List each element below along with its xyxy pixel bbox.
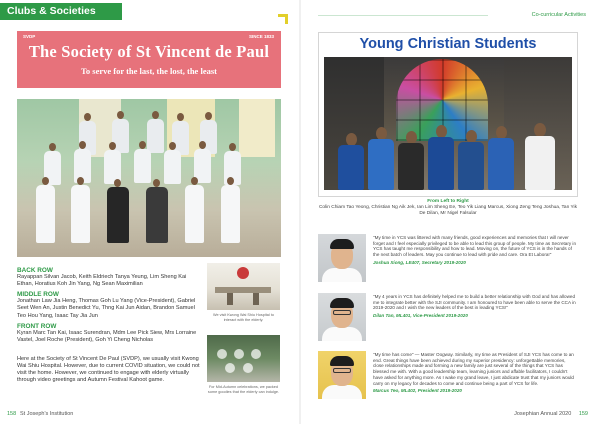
student-portrait xyxy=(318,293,366,341)
hospital-visit-photo xyxy=(207,263,280,310)
testimonial-text xyxy=(373,235,577,266)
svdp-est-label: SVDP xyxy=(23,34,36,39)
credits-heading: FRONT ROW xyxy=(17,322,57,330)
caption-names: Colin Chiam Tao Yeong, Christian Ng Aik Jek, Ian Lim Sheng Ee, Teo Yik Liang Marcus, Xiong Zeng Teng Joshua, Tan Yik De Dilan, Mr Nigel Falsular xyxy=(318,205,578,217)
student-portrait xyxy=(318,351,366,399)
credits-names: Kyran Marc Tan Kai, Isaac Surendran, Mdm Lee Pick Siew, Mrs Lorraine Vastel, Joel Roche (President), Goh Yi Cheng Nicholas xyxy=(17,329,197,343)
ycs-title: Young Christian Students xyxy=(359,36,537,52)
testimonial-signature: Dilan Tan, ML401, Vice-President 2019-2020 xyxy=(373,313,468,319)
testimonial-quote: "My time in YCS was littered with many friends, good experiences and memories that I will never forget and I feel especially privileged to be able to lead this group of people. My time as Secretary in YCS has taught me responsibility and how to lead. Moving on, the future of YCS is in the hands of the next batch of leaders. May you continue to lead with pride and care. Ora Et Labora!" xyxy=(373,235,577,258)
testimonial-quote: "My 4 years in YCS has definitely helped me to build a better relationship with God and has allowed me to integrate better with the SJI community. I am honoured to have been able to serve the CCA in 2019-2020 and I wish the new leaders of the best in leading YCS!" xyxy=(373,294,576,311)
page-number-left: 158 xyxy=(7,411,17,417)
photo-caption: For Mid-Autumn celebrations, we packed some goodies that the elderly can indulge. xyxy=(207,385,280,394)
credits-heading: BACK ROW xyxy=(17,267,53,274)
running-head: Co-curricular Activities xyxy=(531,12,586,18)
testimonial-text xyxy=(373,352,577,394)
page-gutter xyxy=(299,0,301,424)
student-portrait xyxy=(318,234,366,282)
photo-caption: We visit Kwong Wai Shiu Hospital to interact with the elderly. xyxy=(213,313,274,322)
testimonial-text xyxy=(373,294,577,319)
footer-school-name: St Joseph's Institution xyxy=(20,411,74,417)
testimonial-signature: Joshua Xiong, LE407, Secretary 2019-2020 xyxy=(373,259,466,265)
page-number-right: 159 xyxy=(578,411,588,417)
footer-right xyxy=(514,411,588,417)
testimonial xyxy=(318,234,578,294)
svdp-group-photo xyxy=(17,99,281,257)
testimonial-signature: Marcus Teo, ML402, President 2019-2020 xyxy=(373,388,462,394)
svdp-credits xyxy=(17,267,202,344)
corner-bracket-decoration xyxy=(278,14,288,24)
testimonial-quote: "My time has come" — Master Oogway. Similarly, my time as President of SJI YCS has come to an end. Great things have been achieved during my superior presidency: unforgettable memories, close relationships made and forming a new family are just several of the things that YCS has blessed me with. With a good leadership team, learning juniors and affable facilitators, I couldn't have asked for anything more. As I wake my grand leave, I just abdicate trust that my juniors would carry on my legacy for decades to come and continue being a part of YCS for life. xyxy=(373,352,574,386)
svdp-body-text: Here at the Society of St Vincent De Paul (SVDP), we usually visit Kwong Wai Shiu Hospital. However, due to current COVID situation, we could not visit the home. However, we continued to engage with elderly virtually through video greetings and Autumn Festival Kahoot game. xyxy=(17,356,200,383)
window-backdrop xyxy=(239,99,275,157)
credits-names: Rayappan Silvan Jacob, Keith Eldriech Tanya Yeung, Lim Sheng Kai Ethan, Horatius Koh Jin Yang, Ng Sean Maximilian xyxy=(17,274,187,288)
credits-heading: MIDDLE ROW xyxy=(17,291,59,299)
testimonial xyxy=(318,293,578,353)
credits-names: Jonathan Law Jia Heng, Thomas Goh Lu Yang (Vice-President), Gabriel Seet Wen An, Justin Benedict Yu, Thng Kai Jun Aidan, Brandon Samuel Teo Hou Yang, Isaac Tay Jia Jun xyxy=(17,298,196,319)
svdp-title: The Society of St Vincent de Paul xyxy=(28,42,270,61)
ycs-caption xyxy=(318,199,578,218)
ycs-group-photo xyxy=(324,57,572,190)
svdp-banner xyxy=(17,31,281,88)
testimonial xyxy=(318,351,578,411)
svdp-motto: To serve for the last, the lost, the least xyxy=(81,66,217,76)
running-head-rule xyxy=(318,15,488,16)
caption-heading: From Left to Right xyxy=(427,199,469,204)
svdp-since-label: SINCE 1833 xyxy=(248,34,274,39)
mid-autumn-goodies-photo xyxy=(207,335,280,382)
footer-publication: Josephian Annual 2020 xyxy=(514,411,572,417)
section-tag: Clubs & Societies xyxy=(0,3,122,20)
